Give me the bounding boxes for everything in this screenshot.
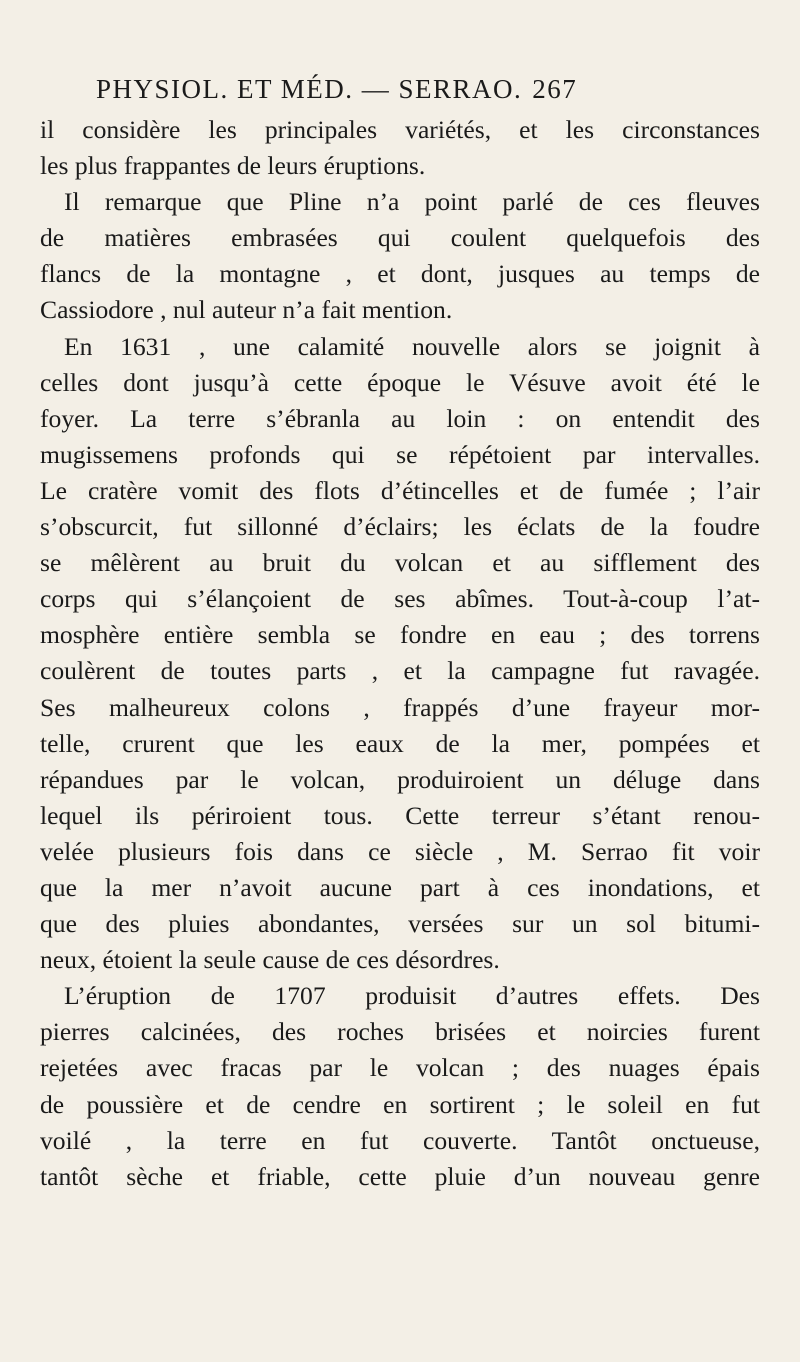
text-line: corps qui s’élançoient de ses abîmes. Tout-à-coup l’at-: [40, 584, 760, 614]
text-line: se mêlèrent au bruit du volcan et au sifflement des: [40, 548, 760, 578]
text-line: flancs de la montagne , et dont, jusques au temps de: [40, 259, 760, 289]
text-line: foyer. La terre s’ébranla au loin : on entendit des: [40, 403, 760, 433]
text-line: de matières embrasées qui coulent quelquefois des: [40, 223, 760, 253]
text-line: Il remarque que Pline n’a point parlé de ces fleuves: [64, 187, 760, 217]
text-line: mosphère entière sembla se fondre en eau ; des torrens: [40, 620, 760, 650]
running-header: [96, 74, 746, 105]
text-line: Cassiodore , nul auteur n’a fait mention.: [40, 295, 453, 325]
text-line: lequel ils périroient tous. Cette terreur s’étant renou-: [40, 800, 760, 830]
text-line: voilé , la terre en fut couverte. Tantôt onctueuse,: [40, 1125, 760, 1155]
text-line: telle, crurent que les eaux de la mer, pompées et: [40, 728, 760, 758]
text-line: s’obscurcit, fut sillonné d’éclairs; les éclats de la foudre: [40, 512, 760, 542]
body-text: [40, 112, 760, 1195]
text-line: neux, étoient la seule cause de ces désordres.: [40, 945, 500, 975]
text-line: Le cratère vomit des flots d’étincelles et de fumée ; l’air: [40, 475, 760, 505]
text-line: celles dont jusqu’à cette époque le Vésuve avoit été le: [40, 367, 760, 397]
text-line: de poussière et de cendre en sortirent ; le soleil en fut: [40, 1089, 760, 1119]
text-line: tantôt sèche et friable, cette pluie d’un nouveau genre: [40, 1161, 760, 1191]
text-line: les plus frappantes de leurs éruptions.: [40, 151, 426, 181]
text-line: velée plusieurs fois dans ce siècle , M. Serrao fit voir: [40, 836, 760, 866]
text-line: que la mer n’avoit aucune part à ces inondations, et: [40, 872, 760, 902]
text-line: que des pluies abondantes, versées sur un sol bitumi-: [40, 909, 760, 939]
text-line: mugissemens profonds qui se répétoient par intervalles.: [40, 439, 760, 469]
text-line: pierres calcinées, des roches brisées et noircies furent: [40, 1017, 760, 1047]
text-line: En 1631 , une calamité nouvelle alors se joignit à: [64, 331, 760, 361]
running-title: PHYSIOL. ET MÉD. — SERRAO.: [96, 74, 523, 104]
text-line: L’éruption de 1707 produisit d’autres effets. Des: [64, 981, 760, 1011]
text-line: rejetées avec fracas par le volcan ; des nuages épais: [40, 1053, 760, 1083]
page-number: 267: [532, 74, 578, 104]
text-line: Ses malheureux colons , frappés d’une frayeur mor-: [40, 692, 760, 722]
text-line: il considère les principales variétés, et les circonstances: [40, 115, 760, 144]
text-line: coulèrent de toutes parts , et la campagne fut ravagée.: [40, 656, 760, 686]
text-line: répandues par le volcan, produiroient un déluge dans: [40, 764, 760, 794]
